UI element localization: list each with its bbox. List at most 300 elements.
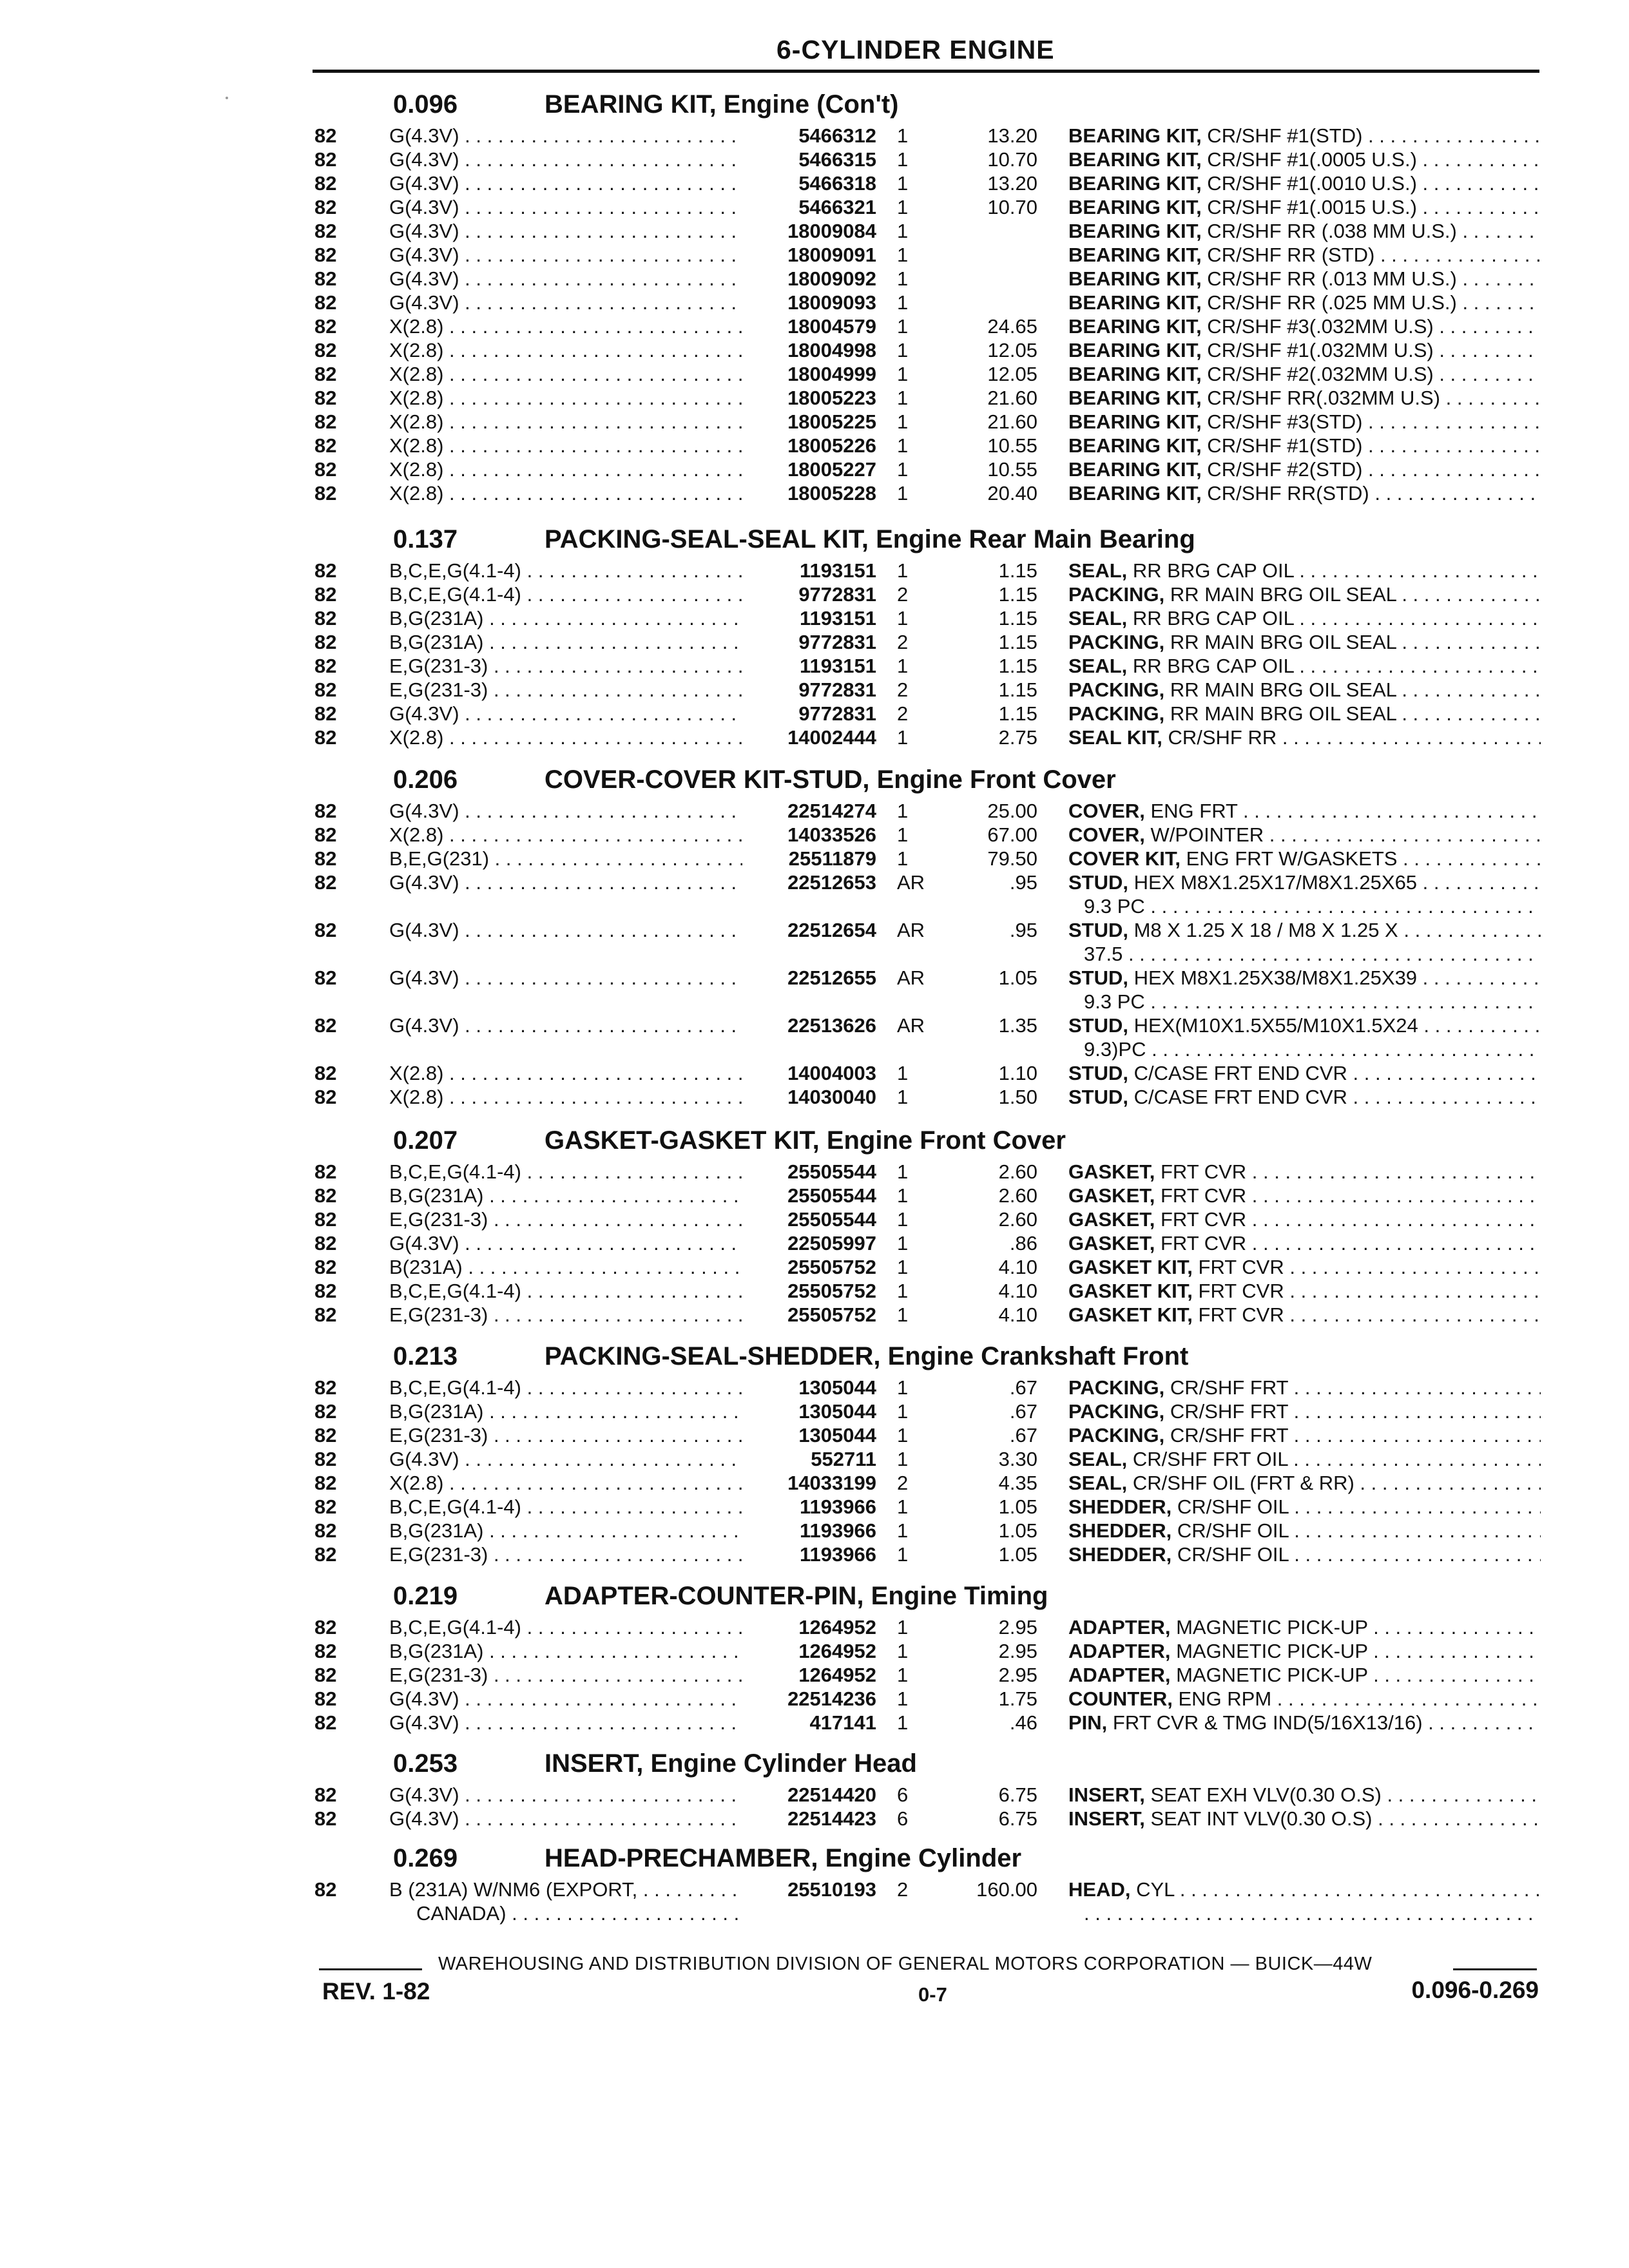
quantity: 1	[897, 655, 909, 677]
price: 10.55	[987, 458, 1037, 481]
table-row	[0, 148, 1629, 171]
group-range: 0.096-0.269	[1411, 1977, 1539, 2003]
price: 2.60	[998, 1184, 1037, 1207]
model-year: 82	[314, 1807, 337, 1830]
description-detail: MAGNETIC PICK-UP	[1170, 1616, 1368, 1639]
description-noun: PACKING,	[1068, 702, 1165, 725]
part-number: 1193151	[795, 559, 876, 582]
table-row-continuation	[0, 990, 1629, 1014]
price: 21.60	[987, 410, 1037, 433]
model-year: 82	[314, 1256, 337, 1278]
quantity: 1	[897, 172, 909, 195]
model-year: 82	[314, 1543, 337, 1566]
application: B,C,E,G(4.1-4) . . .	[389, 1279, 742, 1303]
application-continuation: CANADA) . . .	[416, 1901, 742, 1925]
part-number: 22514236	[782, 1687, 876, 1711]
description	[1068, 338, 1541, 362]
description-noun: STUD,	[1068, 1086, 1128, 1108]
description	[1068, 1711, 1541, 1735]
application: B,G(231A) . . .	[389, 1184, 742, 1207]
quantity: 6	[897, 1807, 909, 1830]
table-row	[0, 1495, 1629, 1519]
table-row	[0, 726, 1629, 749]
description	[1068, 1399, 1541, 1423]
part-number: 417141	[805, 1711, 876, 1735]
part-number: 25505752	[782, 1303, 876, 1327]
description	[1068, 1447, 1541, 1471]
part-number: 5466321	[793, 195, 876, 219]
model-year: 82	[314, 482, 337, 505]
quantity: 1	[897, 1400, 909, 1423]
description-detail: ENG FRT W/GASKETS	[1180, 847, 1398, 870]
description-detail: RR BRG CAP OIL	[1127, 655, 1294, 677]
model-year: 82	[314, 1208, 337, 1231]
description-noun: BEARING KIT,	[1068, 458, 1202, 481]
part-number: 25505544	[782, 1207, 876, 1231]
model-year: 82	[314, 1303, 337, 1326]
page-title: 6-CYLINDER ENGINE	[776, 35, 1055, 64]
table-row	[0, 1061, 1629, 1085]
description-detail: CR/SHF OIL	[1171, 1543, 1289, 1566]
model-year: 82	[314, 458, 337, 481]
price: 13.20	[987, 172, 1037, 195]
section-title: ADAPTER-COUNTER-PIN, Engine Timing	[545, 1582, 1048, 1610]
price: .95	[1009, 919, 1037, 941]
application: B,C,E,G(4.1-4) . . .	[389, 1160, 742, 1184]
application: X(2.8) . . .	[389, 1085, 742, 1109]
model-year: 82	[314, 387, 337, 409]
description-noun: BEARING KIT,	[1068, 196, 1202, 218]
description-noun: ADAPTER,	[1068, 1616, 1171, 1639]
application: G(4.3V) . . .	[389, 243, 742, 267]
description-noun: SEAL,	[1068, 607, 1128, 629]
description-detail: MAGNETIC PICK-UP	[1170, 1664, 1368, 1686]
price: 67.00	[987, 823, 1037, 846]
quantity: 1	[897, 434, 909, 457]
description	[1068, 314, 1541, 338]
application: G(4.3V) . . .	[389, 702, 742, 726]
table-row	[0, 1639, 1629, 1663]
model-year: 82	[314, 124, 337, 147]
description-noun: BEARING KIT,	[1068, 124, 1202, 147]
application: G(4.3V) . . .	[389, 799, 742, 823]
table-row	[0, 1231, 1629, 1255]
quantity: 1	[897, 410, 909, 433]
description-noun: PACKING,	[1068, 1400, 1165, 1423]
application: B,G(231A) . . .	[389, 630, 742, 654]
table-row-continuation	[0, 894, 1629, 918]
application: G(4.3V) . . .	[389, 918, 742, 942]
description-continuation: 37.5 . . .	[1084, 942, 1540, 966]
description	[1068, 847, 1541, 870]
section-heading	[0, 1749, 1629, 1782]
table-row	[0, 1423, 1629, 1447]
price: 1.15	[998, 583, 1037, 606]
description-noun: BEARING KIT,	[1068, 267, 1202, 290]
description-detail: CR/SHF FRT	[1164, 1400, 1289, 1423]
model-year: 82	[314, 172, 337, 195]
price: .67	[1009, 1400, 1037, 1423]
table-row	[0, 457, 1629, 481]
description-detail: CR/SHF #1(STD)	[1201, 434, 1363, 457]
quantity: 1	[897, 482, 909, 505]
description-detail: CR/SHF OIL (FRT & RR)	[1127, 1472, 1354, 1494]
description-detail: SEAT INT VLV(0.30 O.S)	[1144, 1807, 1373, 1830]
price: 1.05	[998, 966, 1037, 989]
model-year: 82	[314, 702, 337, 725]
description-detail: HEX M8X1.25X17/M8X1.25X65	[1128, 871, 1418, 894]
table-row	[0, 823, 1629, 847]
quantity: 1	[897, 1640, 909, 1662]
model-year: 82	[314, 1232, 337, 1254]
part-number: 1264952	[793, 1615, 876, 1639]
description-detail: RR MAIN BRG OIL SEAL	[1164, 678, 1396, 701]
part-number: 22512654	[782, 918, 876, 942]
table-row	[0, 1687, 1629, 1711]
price: 1.15	[998, 678, 1037, 701]
description-noun: SEAL,	[1068, 1472, 1128, 1494]
table-row	[0, 918, 1629, 942]
table-row	[0, 1279, 1629, 1303]
description-noun: BEARING KIT,	[1068, 387, 1202, 409]
part-number: 18004998	[782, 338, 876, 362]
description-detail: CR/SHF FRT OIL	[1127, 1448, 1288, 1470]
price: 6.75	[998, 1783, 1037, 1806]
part-number: 552711	[805, 1447, 876, 1471]
quantity: 6	[897, 1783, 909, 1806]
price: 1.15	[998, 631, 1037, 653]
application: X(2.8) . . .	[389, 823, 742, 847]
description	[1068, 1303, 1541, 1327]
part-number: 14033199	[782, 1471, 876, 1495]
quantity: 1	[897, 1664, 909, 1686]
quantity: 1	[897, 315, 909, 338]
table-row	[0, 1255, 1629, 1279]
part-number: 25505544	[782, 1184, 876, 1207]
part-number: 22514420	[782, 1783, 876, 1807]
description-detail: CR/SHF FRT	[1164, 1424, 1289, 1446]
quantity: 1	[897, 1184, 909, 1207]
description-noun: INSERT,	[1068, 1783, 1145, 1806]
part-number: 22512653	[782, 870, 876, 894]
application: G(4.3V) . . .	[389, 219, 742, 243]
application: B,G(231A) . . .	[389, 606, 742, 630]
application: X(2.8) . . .	[389, 1061, 742, 1085]
description	[1068, 1160, 1541, 1184]
section-number: 0.213	[393, 1342, 458, 1370]
quantity: 1	[897, 1232, 909, 1254]
application: E,G(231-3) . . .	[389, 1423, 742, 1447]
application: E,G(231-3) . . .	[389, 678, 742, 702]
description-noun: PACKING,	[1068, 631, 1165, 653]
description-noun: BEARING KIT,	[1068, 148, 1202, 171]
description-noun: COVER KIT,	[1068, 847, 1181, 870]
quantity: 1	[897, 800, 909, 822]
description-noun: BEARING KIT,	[1068, 410, 1202, 433]
table-row	[0, 654, 1629, 678]
section-number: 0.269	[393, 1844, 458, 1872]
price: 1.35	[998, 1014, 1037, 1037]
price: 4.35	[998, 1472, 1037, 1494]
description	[1068, 918, 1541, 942]
description-noun: BEARING KIT,	[1068, 291, 1202, 314]
description-detail: MAGNETIC PICK-UP	[1170, 1640, 1368, 1662]
model-year: 82	[314, 1687, 337, 1710]
section-title: BEARING KIT, Engine (Con't)	[545, 90, 899, 119]
model-year: 82	[314, 1783, 337, 1806]
part-number: 1305044	[793, 1423, 876, 1447]
model-year: 82	[314, 148, 337, 171]
description	[1068, 582, 1541, 606]
model-year: 82	[314, 220, 337, 242]
application: B,C,E,G(4.1-4) . . .	[389, 1376, 742, 1399]
application: X(2.8) . . .	[389, 314, 742, 338]
part-number: 14030040	[782, 1085, 876, 1109]
section-number: 0.206	[393, 765, 458, 794]
description-noun: SHEDDER,	[1068, 1495, 1172, 1518]
price: 1.10	[998, 1062, 1037, 1084]
application: X(2.8) . . .	[389, 362, 742, 386]
price: 79.50	[987, 847, 1037, 870]
model-year: 82	[314, 1664, 337, 1686]
description	[1068, 1878, 1541, 1901]
table-row	[0, 362, 1629, 386]
application: G(4.3V) . . .	[389, 1807, 742, 1831]
description-noun: ADAPTER,	[1068, 1640, 1171, 1662]
quantity: AR	[897, 919, 925, 941]
quantity: 2	[897, 631, 909, 653]
application: X(2.8) . . .	[389, 481, 742, 505]
application: X(2.8) . . .	[389, 726, 742, 749]
part-number: 9772831	[793, 630, 876, 654]
application: B,E,G(231) . . .	[389, 847, 742, 870]
description	[1068, 1663, 1541, 1687]
table-row	[0, 1376, 1629, 1399]
quantity: 1	[897, 363, 909, 385]
model-year: 82	[314, 871, 337, 894]
description-detail: HEX M8X1.25X38/M8X1.25X39	[1128, 966, 1418, 989]
price: .95	[1009, 871, 1037, 894]
description	[1068, 1519, 1541, 1542]
model-year: 82	[314, 1616, 337, 1639]
price: 160.00	[976, 1878, 1037, 1901]
part-number: 18005226	[782, 434, 876, 457]
description	[1068, 1376, 1541, 1399]
price: 4.10	[998, 1256, 1037, 1278]
section-title: INSERT, Engine Cylinder Head	[545, 1749, 917, 1778]
description-noun: BEARING KIT,	[1068, 434, 1202, 457]
price: 24.65	[987, 315, 1037, 338]
price: 1.05	[998, 1519, 1037, 1542]
table-row	[0, 219, 1629, 243]
description-detail: FRT CVR	[1192, 1280, 1284, 1302]
quantity: 1	[897, 1376, 909, 1399]
application: X(2.8) . . .	[389, 338, 742, 362]
model-year: 82	[314, 1448, 337, 1470]
description-detail: FRT CVR & TMG IND(5/16X13/16)	[1107, 1711, 1423, 1734]
description-noun: SHEDDER,	[1068, 1519, 1172, 1542]
part-number: 18004999	[782, 362, 876, 386]
model-year: 82	[314, 291, 337, 314]
model-year: 82	[314, 1472, 337, 1494]
description	[1068, 1687, 1541, 1711]
description	[1068, 1184, 1541, 1207]
description-noun: PIN,	[1068, 1711, 1108, 1734]
table-row	[0, 195, 1629, 219]
table-row	[0, 559, 1629, 582]
table-row	[0, 606, 1629, 630]
part-number: 22505997	[782, 1231, 876, 1255]
model-year: 82	[314, 315, 337, 338]
description-detail: FRT CVR	[1155, 1184, 1247, 1207]
quantity: 1	[897, 1303, 909, 1326]
quantity: 1	[897, 1448, 909, 1470]
description-detail: CR/SHF RR(.032MM U.S)	[1201, 387, 1440, 409]
quantity: 1	[897, 1280, 909, 1302]
description	[1068, 630, 1541, 654]
description	[1068, 654, 1541, 678]
part-number: 1264952	[793, 1663, 876, 1687]
description	[1068, 1255, 1541, 1279]
model-year: 82	[314, 1400, 337, 1423]
quantity: 1	[897, 1256, 909, 1278]
quantity: 1	[897, 291, 909, 314]
description	[1068, 386, 1541, 410]
table-row	[0, 847, 1629, 870]
table-row	[0, 481, 1629, 505]
quantity: 1	[897, 267, 909, 290]
application: G(4.3V) . . .	[389, 966, 742, 990]
description-detail: CR/SHF #2(STD)	[1201, 458, 1363, 481]
description	[1068, 457, 1541, 481]
description	[1068, 148, 1541, 171]
model-year: 82	[314, 800, 337, 822]
description-noun: STUD,	[1068, 1062, 1128, 1084]
model-year: 82	[314, 267, 337, 290]
model-year: 82	[314, 1640, 337, 1662]
table-row	[0, 1303, 1629, 1327]
description	[1068, 219, 1541, 243]
part-number: 5466315	[793, 148, 876, 171]
description	[1068, 606, 1541, 630]
price: 4.10	[998, 1303, 1037, 1326]
description-detail: CR/SHF #3(STD)	[1201, 410, 1363, 433]
description-noun: BEARING KIT,	[1068, 220, 1202, 242]
part-number: 18009093	[782, 291, 876, 314]
quantity: 1	[897, 1616, 909, 1639]
description	[1068, 1471, 1541, 1495]
section-title: GASKET-GASKET KIT, Engine Front Cover	[545, 1126, 1066, 1155]
model-year: 82	[314, 919, 337, 941]
table-row	[0, 386, 1629, 410]
description-detail: FRT CVR	[1155, 1160, 1247, 1183]
description-noun: PACKING,	[1068, 1424, 1165, 1446]
description-noun: SEAL,	[1068, 559, 1128, 582]
description-detail: CR/SHF #1(.032MM U.S)	[1201, 339, 1434, 361]
description-detail: RR MAIN BRG OIL SEAL	[1164, 702, 1396, 725]
table-row	[0, 243, 1629, 267]
description-noun: GASKET,	[1068, 1232, 1155, 1254]
description	[1068, 966, 1541, 990]
description-detail: CYL	[1130, 1878, 1175, 1901]
price: 1.15	[998, 702, 1037, 725]
description-detail: CR/SHF #2(.032MM U.S)	[1201, 363, 1434, 385]
description-noun: PACKING,	[1068, 583, 1165, 606]
description-noun: SEAL,	[1068, 655, 1128, 677]
quantity: 1	[897, 124, 909, 147]
part-number: 25505752	[782, 1279, 876, 1303]
quantity: 1	[897, 1543, 909, 1566]
table-row	[0, 1085, 1629, 1109]
application: X(2.8) . . .	[389, 386, 742, 410]
quantity: 1	[897, 1687, 909, 1710]
quantity: 1	[897, 1062, 909, 1084]
quantity: 1	[897, 1424, 909, 1446]
table-row	[0, 1783, 1629, 1807]
description	[1068, 1615, 1541, 1639]
table-row	[0, 870, 1629, 894]
description-continuation: 9.3 PC . . .	[1084, 990, 1540, 1014]
price: 1.75	[998, 1687, 1037, 1710]
quantity: 1	[897, 559, 909, 582]
description	[1068, 1014, 1541, 1037]
section-number: 0.253	[393, 1749, 458, 1778]
table-row	[0, 434, 1629, 457]
description	[1068, 702, 1541, 726]
part-number: 18005227	[782, 457, 876, 481]
table-row	[0, 966, 1629, 990]
price: .46	[1009, 1711, 1037, 1734]
part-number: 18005225	[782, 410, 876, 434]
price: 2.60	[998, 1160, 1037, 1183]
quantity: 2	[897, 583, 909, 606]
model-year: 82	[314, 1495, 337, 1518]
description	[1068, 1542, 1541, 1566]
application: B(231A) . . .	[389, 1255, 742, 1279]
section-heading	[0, 1844, 1629, 1876]
price: 1.50	[998, 1086, 1037, 1108]
quantity: 1	[897, 607, 909, 629]
description	[1068, 1495, 1541, 1519]
part-number: 1264952	[793, 1639, 876, 1663]
description-noun: COVER,	[1068, 823, 1145, 846]
description-continuation: 9.3 PC . . .	[1084, 894, 1540, 918]
description-continuation	[1084, 1901, 1540, 1925]
application: E,G(231-3) . . .	[389, 654, 742, 678]
description-noun: GASKET,	[1068, 1160, 1155, 1183]
description-noun: PACKING,	[1068, 1376, 1165, 1399]
model-year: 82	[314, 1014, 337, 1037]
description-noun: GASKET KIT,	[1068, 1256, 1193, 1278]
description-noun: BEARING KIT,	[1068, 363, 1202, 385]
description-noun: BEARING KIT,	[1068, 315, 1202, 338]
application: G(4.3V) . . .	[389, 1447, 742, 1471]
description-detail: C/CASE FRT END CVR	[1128, 1086, 1347, 1108]
table-row	[0, 124, 1629, 148]
description-detail: RR MAIN BRG OIL SEAL	[1164, 583, 1396, 606]
model-year: 82	[314, 655, 337, 677]
model-year: 82	[314, 966, 337, 989]
table-row	[0, 267, 1629, 291]
application: X(2.8) . . .	[389, 457, 742, 481]
description	[1068, 243, 1541, 267]
price: 1.15	[998, 607, 1037, 629]
section-heading	[0, 1342, 1629, 1374]
model-year: 82	[314, 631, 337, 653]
footer-text: WAREHOUSING AND DISTRIBUTION DIVISION OF GENERAL MOTORS CORPORATION — BUICK—44W	[438, 1954, 1373, 1974]
quantity: 2	[897, 1878, 909, 1901]
quantity: AR	[897, 871, 925, 894]
